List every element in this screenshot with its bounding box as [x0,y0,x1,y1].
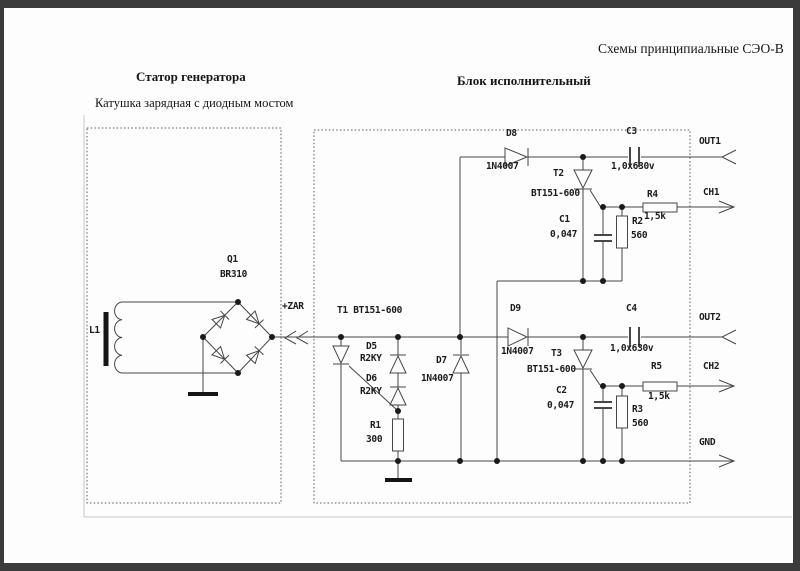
label-d6-ref: D6 [366,373,377,384]
port-label-out1: OUT1 [699,136,721,147]
label-c3-ref: C3 [626,126,637,137]
label-r5-value: 1,5k [648,391,670,402]
label-t2-part: BT151-600 [531,188,580,199]
label-d7-part: 1N4007 [421,373,454,384]
label-c4-ref: C4 [626,303,637,314]
thyristor-T1-symbol [333,346,349,364]
out1-connector-chevron [722,150,736,164]
executive-block-header: Блок исполнительный [457,73,591,88]
resistor-R2-symbol [617,216,628,248]
port-label-ch1: CH1 [703,187,720,198]
label-r2-value: 560 [631,230,648,241]
diode-D7-symbol [453,355,469,373]
port-label-gnd: GND [699,437,716,448]
label-d9-part: 1N4007 [501,346,534,357]
diode-D9-symbol [508,328,528,346]
executive-dashed-box [314,130,690,503]
diode-D6-symbol [390,387,406,405]
stator-section-subtitle: Катушка зарядная с диодным мостом [95,96,294,110]
label-c1-value: 0,047 [550,229,578,240]
label-d8-part: 1N4007 [486,161,519,172]
label-d5-ref: D5 [366,341,377,352]
resistor-R1-symbol [393,419,404,451]
wires [122,157,734,478]
label-d8-ref: D8 [506,128,517,139]
out2-connector-chevron [722,330,736,344]
thyristor-T2-symbol [574,170,592,189]
label-q1-ref: Q1 [227,254,238,265]
label-d5-part: R2KY [360,353,382,364]
port-label-out2: OUT2 [699,312,721,323]
label-d6-part: R2KY [360,386,382,397]
label-t3-ref: T3 [551,348,562,359]
label-c2-value: 0,047 [547,400,575,411]
label-c4-value: 1,0x630v [610,343,654,354]
label-q1-part: BR310 [220,269,248,280]
label-r3-value: 560 [632,418,649,429]
capacitor-C1-symbol [594,235,612,241]
label-l1-ref: L1 [89,325,100,336]
label-d9-ref: D9 [510,303,521,314]
label-r1-ref: R1 [370,420,381,431]
resistor-R3-symbol [617,396,628,428]
label-r4-ref: R4 [647,189,658,200]
label-c3-value: 1,0x630v [611,161,655,172]
port-label-ch2: CH2 [703,361,720,372]
label-t2-ref: T2 [553,168,564,179]
junction-dots [200,154,625,464]
resistor-R5-symbol [643,382,677,391]
label-t3-part: BT151-600 [527,364,576,375]
stator-section-header: Статор генератора [136,69,246,84]
label-c1-ref: C1 [559,214,570,225]
thyristor-T3-symbol [574,350,592,369]
label-r1-value: 300 [366,434,383,445]
label-zar-connector: +ZAR [282,301,304,312]
label-t1: T1 BT151-600 [337,305,403,316]
label-d7-ref: D7 [436,355,447,366]
drawing-frame-lines [84,115,792,517]
inductor-L1-symbol [115,302,122,373]
page-title: Схемы принципиальные СЭО-В [598,41,784,56]
label-r4-value: 1,5k [644,211,666,222]
label-r5-ref: R5 [651,361,662,372]
label-r2-ref: R2 [632,216,643,227]
bridge-Q1-diamond [203,302,272,373]
diode-D5-symbol [390,355,406,373]
label-c2-ref: C2 [556,385,567,396]
capacitor-C2-symbol [594,402,612,408]
label-r3-ref: R3 [632,404,643,415]
